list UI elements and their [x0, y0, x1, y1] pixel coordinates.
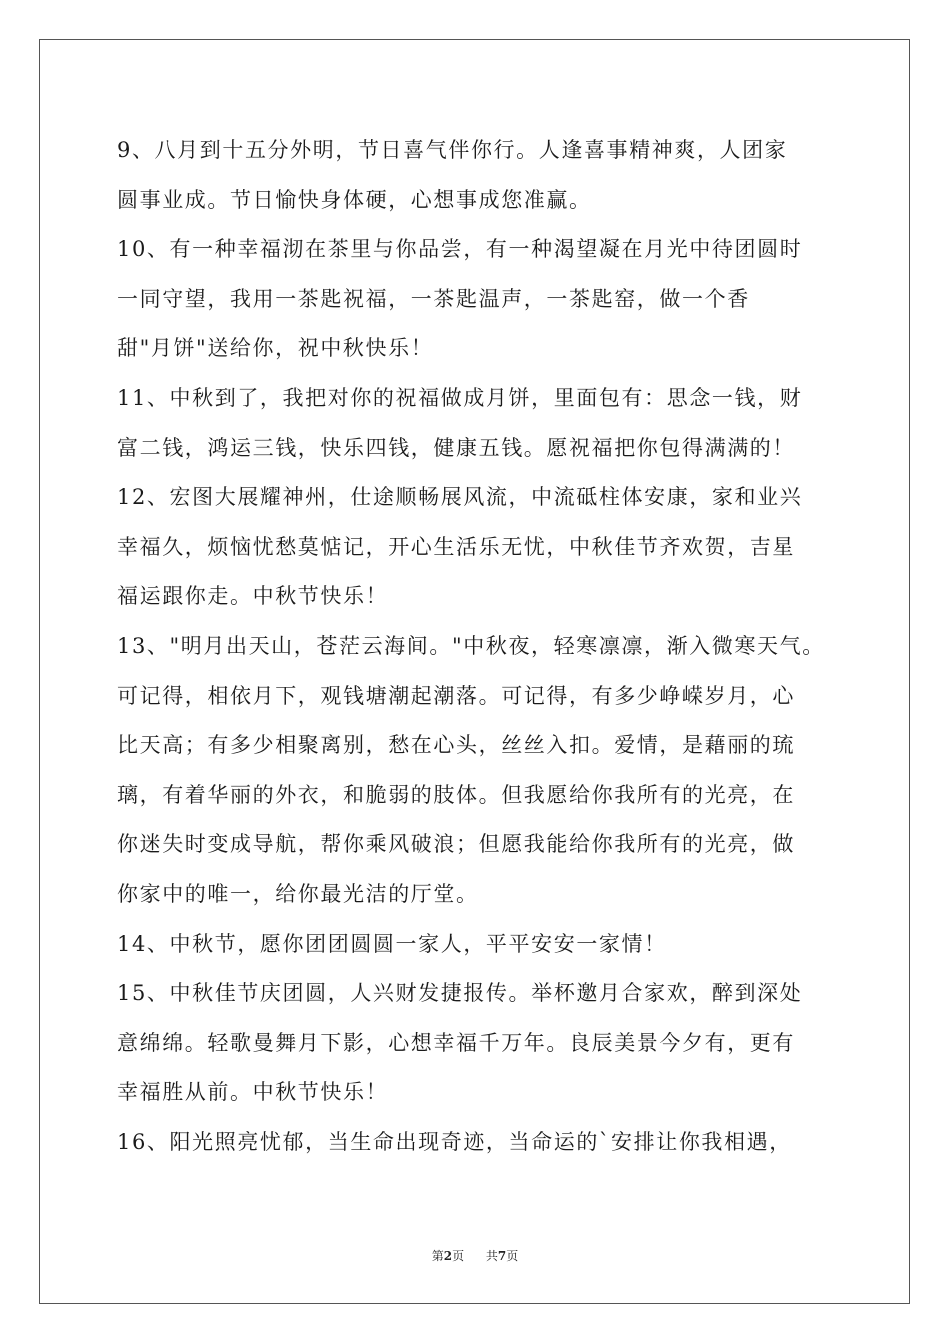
- text-line: 意绵绵。轻歌曼舞月下影，心想幸福千万年。良辰美景今夕有，更有: [117, 1030, 795, 1055]
- text-line: 14、中秋节，愿你团团圆圆一家人，平平安安一家情！: [117, 931, 667, 956]
- text-line: 你迷失时变成导航，帮你乘风破浪；但愿我能给你我所有的光亮，做: [117, 832, 795, 857]
- text-line: 15、中秋佳节庆团圆，人兴财发捷报传。举杯邀月合家欢，醉到深处: [117, 981, 803, 1006]
- total-prefix: 共: [485, 1249, 498, 1263]
- text-line: 你家中的唯一，给你最光洁的厅堂。: [117, 881, 479, 906]
- text-line: 12、宏图大展耀神州，仕途顺畅展风流，中流砥柱体安康，家和业兴: [117, 485, 803, 510]
- page-suffix: 页: [452, 1249, 465, 1263]
- text-line: 一同守望，我用一茶匙祝福，一茶匙温声，一茶匙窑，做一个香: [117, 286, 750, 311]
- text-line: 16、阳光照亮忧郁，当生命出现奇迹，当命运的`安排让你我相遇，: [117, 1129, 792, 1154]
- text-line: 10、有一种幸福沏在茶里与你品尝，有一种渴望凝在月光中待团圆时: [117, 237, 803, 262]
- document-body: [117, 126, 837, 1167]
- text-line: 11、中秋到了，我把对你的祝福做成月饼，里面包有：思念一钱，财: [117, 385, 803, 410]
- text-line: 13、"明月出天山，苍茫云海间。"中秋夜，轻寒凛凛，渐入微寒天气。: [117, 633, 825, 658]
- total-page-number: 7: [497, 1249, 507, 1263]
- text-line: 幸福胜从前。中秋节快乐！: [117, 1080, 389, 1105]
- text-line: 比天高；有多少相聚离别，愁在心头，丝丝入扣。爱情，是藉丽的琉: [117, 733, 795, 758]
- page-prefix: 第: [431, 1249, 444, 1263]
- text-line: 甜"月饼"送给你，祝中秋快乐！: [117, 336, 434, 361]
- current-page-number: 2: [443, 1249, 453, 1263]
- text-line: 璃，有着华丽的外衣，和脆弱的肢体。但我愿给你我所有的光亮，在: [117, 782, 795, 807]
- text-line: 可记得，相依月下，观钱塘潮起潮落。可记得，有多少峥嵘岁月，心: [117, 683, 795, 708]
- text-line: 富二钱，鸿运三钱，快乐四钱，健康五钱。愿祝福把你包得满满的！: [117, 435, 795, 460]
- text-line: 9、八月到十五分外明，节日喜气伴你行。人逢喜事精神爽，人团家: [117, 138, 788, 162]
- page-number-label: [432, 1247, 464, 1264]
- page-footer: [0, 1247, 950, 1264]
- total-pages-label: [486, 1247, 518, 1264]
- total-suffix: 页: [506, 1249, 519, 1263]
- text-line: 圆事业成。节日愉快身体硬，心想事成您准赢。: [117, 187, 592, 212]
- text-line: 幸福久，烦恼忧愁莫惦记，开心生活乐无忧，中秋佳节齐欢贺，吉星: [117, 534, 795, 559]
- text-line: 福运跟你走。中秋节快乐！: [117, 584, 389, 609]
